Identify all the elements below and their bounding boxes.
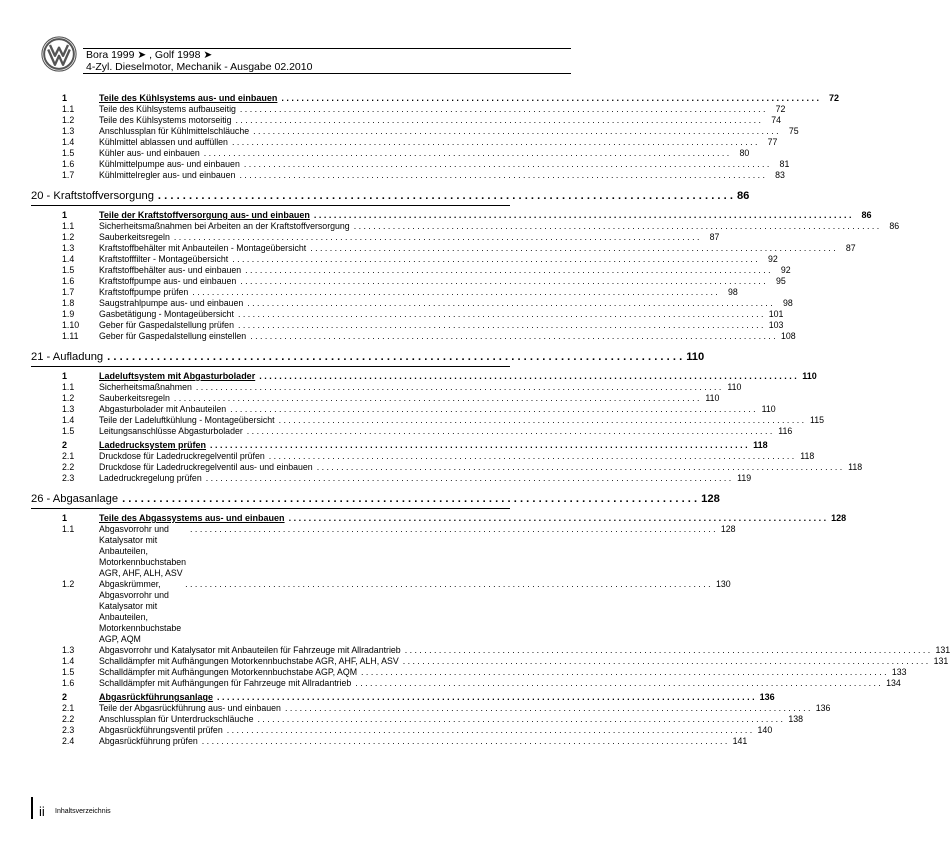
toc-page: 131: [935, 645, 950, 655]
toc-title: Abgasrückführungsanlage: [99, 692, 214, 702]
toc-title: Abgasvorrohr und Katalysator mit Anbauteilen für Fahrzeuge mit Allradantrieb: [99, 645, 401, 655]
toc-chapter-page: 128: [701, 493, 720, 505]
toc-subsection[interactable]: [62, 276, 786, 287]
toc-number: 1.10: [62, 320, 80, 330]
toc-title: Abgasrückführung prüfen: [99, 736, 198, 746]
toc-page: 118: [800, 451, 815, 461]
toc-subsection[interactable]: [62, 462, 863, 473]
toc-title: Sicherheitsmaßnahmen bei Arbeiten an der Kraftstoffversorgung: [99, 221, 350, 231]
toc-subsection[interactable]: [62, 309, 784, 320]
chapter-rule: [31, 508, 510, 509]
toc-page: 86: [861, 210, 872, 220]
toc-page: 115: [810, 415, 825, 425]
toc-page: 92: [767, 254, 778, 264]
toc-leader: [240, 104, 765, 115]
toc-page: 119: [737, 473, 752, 483]
toc-chapter-page: 86: [736, 190, 750, 202]
toc-title: Druckdose für Ladedruckregelventil prüfen: [99, 451, 265, 461]
toc-number: 1.6: [62, 159, 75, 169]
toc-number: 1: [62, 210, 68, 220]
toc-number: 2: [62, 440, 68, 450]
toc-subsection[interactable]: [62, 265, 791, 276]
toc-subsection[interactable]: [62, 393, 720, 404]
toc-leader: [281, 93, 819, 104]
toc-leader: [250, 331, 775, 342]
toc-subsection[interactable]: [62, 287, 738, 298]
toc-title: Ladeluftsystem mit Abgasturbolader: [99, 371, 256, 381]
toc-subsection[interactable]: [62, 254, 778, 265]
toc-title: Schalldämpfer mit Aufhängungen Motorkennbuchstabe AGR, AHF, ALH, ASV: [99, 656, 399, 666]
toc-title: Teile der Abgasrückführung aus- und einbauen: [99, 703, 281, 713]
toc-subsection[interactable]: [62, 703, 831, 714]
toc-page: 83: [775, 170, 785, 180]
toc-number: 1.4: [62, 137, 75, 147]
toc-leader: [217, 692, 755, 703]
toc-page: 136: [815, 703, 831, 713]
toc-page: 136: [759, 692, 775, 702]
toc-page: 87: [709, 232, 720, 242]
toc-leader: [107, 351, 682, 363]
toc-chapter-title: 21 - Aufladung: [31, 351, 104, 363]
toc-number: 1.2: [62, 393, 75, 403]
toc-page: 108: [781, 331, 796, 341]
toc-leader: [174, 393, 699, 404]
toc-title: Teile der Ladeluftkühlung - Montageübersicht: [99, 415, 275, 425]
toc-leader: [405, 645, 930, 656]
toc-section[interactable]: [62, 513, 847, 524]
toc-leader: [258, 714, 783, 725]
toc-number: 1.6: [62, 678, 75, 688]
toc-section[interactable]: [62, 440, 768, 451]
toc-subsection[interactable]: [62, 170, 785, 181]
toc-number: 1.4: [62, 254, 75, 264]
toc-title: Kühlmittelpumpe aus- und einbauen: [99, 159, 240, 169]
toc-subsection[interactable]: [62, 678, 901, 689]
toc-leader: [355, 678, 880, 689]
header-text: [86, 49, 312, 73]
toc-leader: [122, 493, 697, 505]
toc-number: 1.4: [62, 656, 75, 666]
toc-title: Kraftstoffbehälter mit Anbauteilen - Montageübersicht: [99, 243, 307, 253]
toc-title: Ladedrucksystem prüfen: [99, 440, 207, 450]
toc-leader: [192, 287, 717, 298]
toc-page: 81: [779, 159, 790, 169]
toc-subsection[interactable]: [62, 404, 776, 415]
toc-number: 2.3: [62, 473, 75, 483]
toc-subsection[interactable]: [62, 320, 784, 331]
toc-page: 98: [728, 287, 738, 297]
toc-subsection[interactable]: [62, 221, 900, 232]
toc-page: 118: [753, 440, 768, 450]
toc-number: 2.4: [62, 736, 75, 746]
toc-page: 75: [788, 126, 799, 136]
toc-subsection[interactable]: [62, 331, 796, 342]
toc-subsection[interactable]: [62, 426, 793, 437]
toc-leader: [289, 513, 827, 524]
toc-page: 72: [775, 104, 786, 114]
toc-number: 1.3: [62, 404, 75, 414]
toc-leader: [232, 137, 757, 148]
toc-chapter[interactable]: [31, 351, 705, 363]
toc-title: Anschlussplan für Kühlmittelschläuche: [99, 126, 250, 136]
toc-leader: [314, 210, 852, 221]
toc-page: 72: [828, 93, 839, 103]
toc-title: Kühlmittel ablassen und auffüllen: [99, 137, 228, 147]
toc-chapter-title: 26 - Abgasanlage: [31, 493, 119, 505]
toc-title: Kraftstoffpumpe prüfen: [99, 287, 189, 297]
toc-number: 1.2: [62, 579, 75, 589]
footer-page-number: ii: [39, 804, 45, 819]
toc-number: 1.1: [62, 221, 75, 231]
toc-subsection[interactable]: [62, 104, 786, 115]
toc-chapter-page: 110: [686, 351, 705, 363]
toc-title: Teile des Kühlsystems motorseitig: [99, 115, 232, 125]
toc-leader: [190, 524, 715, 535]
toc-leader: [196, 382, 721, 393]
toc-title: Kühlmittelregler aus- und einbauen: [99, 170, 236, 180]
toc-page: 131: [933, 656, 949, 666]
toc-page: 87: [845, 243, 856, 253]
toc-page: 118: [848, 462, 863, 472]
toc-subsection[interactable]: [62, 656, 949, 667]
toc-title: Schalldämpfer mit Aufhängungen für Fahrzeuge mit Allradantrieb: [99, 678, 352, 688]
toc-title: Sicherheitsmaßnahmen: [99, 382, 192, 392]
toc-page: 110: [802, 371, 817, 381]
toc-subsection[interactable]: [62, 243, 856, 254]
toc-title: Abgaskrümmer, Abgasvorrohr und Katalysator mit Anbauteilen, Motorkennbuchstabe AGP, AQM: [99, 579, 182, 644]
toc-leader: [174, 232, 699, 243]
toc-title: Teile der Kraftstoffversorgung aus- und einbauen: [99, 210, 310, 220]
toc-number: 2.1: [62, 703, 75, 713]
toc-subsection[interactable]: [62, 232, 720, 243]
toc-number: 1.6: [62, 276, 75, 286]
toc-title: Kraftstofffilter - Montageübersicht: [99, 254, 229, 264]
toc-number: 1: [62, 371, 68, 381]
toc-chapter[interactable]: [31, 190, 750, 202]
page-header: [31, 28, 571, 86]
toc-number: 1: [62, 513, 68, 523]
toc-title: Geber für Gaspedalstellung einstellen: [99, 331, 247, 341]
toc-page: 80: [739, 148, 750, 158]
toc-title: Leitungsanschlüsse Abgasturbolader: [99, 426, 243, 436]
toc-leader: [210, 440, 748, 451]
toc-number: 2.2: [62, 462, 75, 472]
toc-section[interactable]: [62, 93, 839, 104]
toc-leader: [403, 656, 928, 667]
toc-title: Abgasrückführungsventil prüfen: [99, 725, 223, 735]
toc-section[interactable]: [62, 210, 872, 221]
toc-number: 1.3: [62, 126, 75, 136]
toc-leader: [245, 265, 770, 276]
table-of-contents: [31, 90, 950, 747]
toc-title: Kraftstoffpumpe aus- und einbauen: [99, 276, 237, 286]
toc-number: 1.5: [62, 265, 75, 275]
toc-number: 2.1: [62, 451, 75, 461]
toc-page: 128: [831, 513, 847, 523]
header-line-2: 4-Zyl. Dieselmotor, Mechanik - Ausgabe 02.2010: [86, 61, 313, 73]
header-line-1: Bora 1999 ➤ , Golf 1998 ➤: [86, 49, 213, 61]
toc-number: 2: [62, 692, 68, 702]
toc-number: 1.5: [62, 667, 75, 677]
toc-chapter[interactable]: [31, 493, 720, 505]
toc-leader: [361, 667, 886, 678]
toc-number: 1.8: [62, 298, 75, 308]
toc-leader: [247, 298, 772, 309]
header-rule-bottom: [83, 73, 571, 74]
toc-section[interactable]: [62, 371, 817, 382]
toc-subsection[interactable]: [62, 148, 750, 159]
toc-number: 1.3: [62, 243, 75, 253]
toc-page: 140: [757, 725, 773, 735]
toc-page: 133: [891, 667, 907, 677]
toc-page: 110: [761, 404, 776, 414]
toc-page: 134: [886, 678, 901, 688]
toc-subsection[interactable]: [62, 382, 742, 393]
toc-subsection[interactable]: [62, 667, 907, 678]
toc-leader: [285, 703, 810, 714]
toc-leader: [310, 243, 835, 254]
toc-leader: [185, 579, 710, 590]
toc-page: 101: [768, 309, 784, 319]
toc-number: 1.7: [62, 287, 75, 297]
toc-page: 130: [715, 579, 731, 589]
toc-leader: [236, 115, 761, 126]
toc-leader: [230, 404, 755, 415]
toc-title: Teile des Abgassystems aus- und einbauen: [99, 513, 285, 523]
chapter-rule: [31, 205, 510, 206]
toc-number: 2.2: [62, 714, 75, 724]
toc-section[interactable]: [62, 692, 775, 703]
toc-leader: [247, 426, 772, 437]
footer-title: Inhaltsverzeichnis: [55, 808, 111, 815]
toc-page: 74: [771, 115, 781, 125]
toc-leader: [238, 309, 763, 320]
toc-leader: [240, 276, 765, 287]
toc-leader: [158, 190, 733, 202]
toc-subsection[interactable]: [62, 298, 793, 309]
toc-subsection[interactable]: [62, 725, 773, 736]
toc-page: 92: [780, 265, 791, 275]
toc-title: Ladedruckregelung prüfen: [99, 473, 202, 483]
chapter-rule: [31, 366, 510, 367]
toc-subsection[interactable]: [62, 451, 815, 462]
toc-number: 1.7: [62, 170, 75, 180]
toc-title: Teile des Kühlsystems aus- und einbauen: [99, 93, 278, 103]
toc-leader: [317, 462, 842, 473]
toc-subsection[interactable]: [62, 126, 799, 137]
toc-leader: [239, 170, 764, 181]
vw-logo-icon: [41, 36, 77, 72]
toc-subsection[interactable]: [62, 736, 748, 747]
toc-leader: [354, 221, 879, 232]
toc-number: 1.2: [62, 232, 75, 242]
toc-number: 1.1: [62, 104, 75, 114]
toc-number: 1.11: [62, 331, 79, 341]
toc-subsection[interactable]: [62, 137, 778, 148]
toc-subsection[interactable]: [62, 159, 790, 170]
footer-rule: [31, 797, 33, 819]
toc-number: 1.1: [62, 524, 75, 534]
toc-page: 110: [727, 382, 742, 392]
toc-page: 95: [775, 276, 786, 286]
toc-title: Gasbetätigung - Montageübersicht: [99, 309, 234, 319]
toc-page: 98: [782, 298, 793, 308]
toc-number: 1.5: [62, 426, 75, 436]
toc-number: 1.1: [62, 382, 75, 392]
toc-title: Druckdose für Ladedruckregelventil aus- und einbauen: [99, 462, 313, 472]
toc-subsection[interactable]: [62, 415, 825, 426]
toc-title: Geber für Gaspedalstellung prüfen: [99, 320, 234, 330]
toc-leader: [238, 320, 763, 331]
toc-subsection[interactable]: [62, 579, 731, 645]
toc-number: 1.3: [62, 645, 75, 655]
toc-number: 1.4: [62, 415, 75, 425]
toc-number: 1.2: [62, 115, 75, 125]
toc-number: 1.5: [62, 148, 75, 158]
toc-subsection[interactable]: [62, 645, 950, 656]
toc-title: Teile des Kühlsystems aufbauseitig: [99, 104, 236, 114]
toc-title: Abgasturbolader mit Anbauteilen: [99, 404, 227, 414]
toc-leader: [206, 473, 731, 484]
toc-leader: [227, 725, 752, 736]
toc-leader: [259, 371, 797, 382]
toc-page: 128: [720, 524, 736, 534]
toc-number: 1: [62, 93, 68, 103]
toc-leader: [204, 148, 729, 159]
toc-leader: [279, 415, 804, 426]
toc-title: Saugstrahlpumpe aus- und einbauen: [99, 298, 244, 308]
toc-leader: [269, 451, 794, 462]
toc-leader: [202, 736, 727, 747]
toc-page: 141: [732, 736, 748, 746]
toc-title: Sauberkeitsregeln: [99, 393, 170, 403]
toc-page: 86: [889, 221, 900, 231]
toc-leader: [253, 126, 778, 137]
toc-number: 2.3: [62, 725, 75, 735]
toc-title: Anschlussplan für Unterdruckschläuche: [99, 714, 254, 724]
toc-page: 77: [767, 137, 778, 147]
toc-title: Sauberkeitsregeln: [99, 232, 170, 242]
toc-title: Schalldämpfer mit Aufhängungen Motorkennbuchstabe AGP, AQM: [99, 667, 358, 677]
toc-leader: [244, 159, 769, 170]
toc-page: 138: [788, 714, 803, 724]
toc-page: 103: [768, 320, 784, 330]
toc-title: Kühler aus- und einbauen: [99, 148, 200, 158]
toc-subsection[interactable]: [62, 524, 736, 579]
toc-leader: [232, 254, 757, 265]
toc-subsection[interactable]: [62, 115, 781, 126]
toc-page: 116: [778, 426, 793, 436]
toc-subsection[interactable]: [62, 473, 752, 484]
toc-subsection[interactable]: [62, 714, 803, 725]
toc-page: 110: [705, 393, 720, 403]
toc-title: Abgasvorrohr und Katalysator mit Anbauteilen, Motorkennbuchstaben AGR, AHF, ALH, ASV: [99, 524, 187, 578]
toc-title: Kraftstoffbehälter aus- und einbauen: [99, 265, 242, 275]
toc-number: 1.9: [62, 309, 75, 319]
toc-chapter-title: 20 - Kraftstoffversorgung: [31, 190, 154, 202]
